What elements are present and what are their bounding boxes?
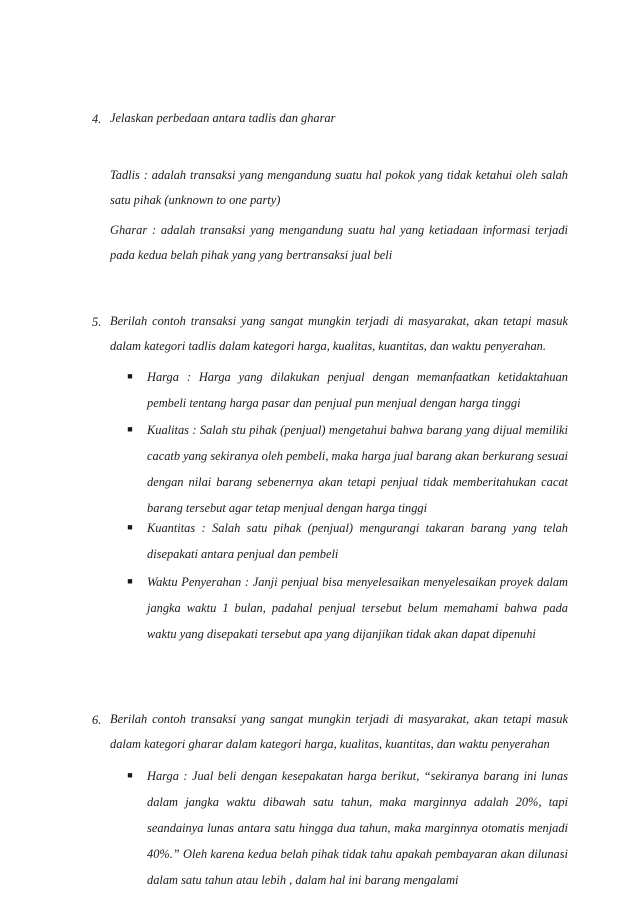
question-5-number: 5. [92, 315, 102, 329]
q5-bullet-harga: Harga : Harga yang dilakukan penjual dengan memanfaatkan ketidaktahuan pembeli tentang harga pasar dan penjual pun menjual dengan harga tinggi [147, 370, 568, 410]
square-bullet-icon: ■ [127, 770, 133, 780]
question-6-number: 6. [92, 713, 102, 727]
square-bullet-icon: ■ [127, 522, 133, 532]
square-bullet-icon: ■ [127, 371, 133, 381]
square-bullet-icon: ■ [127, 424, 133, 434]
question-4-number: 4. [92, 112, 102, 126]
gharar-definition: Gharar : adalah transaksi yang mengandung suatu hal yang ketiadaan informasi terjadi pada kedua belah pihak yang yang bertransaksi jual beli [110, 223, 568, 262]
question-6-text: Berilah contoh transaksi yang sangat mungkin terjadi di masyarakat, akan tetapi masuk dalam kategori gharar dalam kategori harga, kualitas, kuantitas, dan waktu penyerahan [110, 712, 568, 751]
question-4-text: Jelaskan perbedaan antara tadlis dan gharar [110, 111, 336, 125]
q5-bullet-kualitas: Kualitas : Salah stu pihak (penjual) mengetahui bahwa barang yang dijual memiliki cacatb yang sekiranya oleh pembeli, maka harga jual barang akan berkurang sesuai dengan nilai barang sebenernya akan tetapi penjual tidak memberitahukan cacat barang tersebut agar tetap menjual dengan harga tinggi [147, 423, 568, 515]
tadlis-definition: Tadlis : adalah transaksi yang mengandung suatu hal pokok yang tidak ketahui oleh salah satu pihak (unknown to one party) [110, 168, 568, 207]
square-bullet-icon: ■ [127, 576, 133, 586]
q5-bullet-waktu-penyerahan: Waktu Penyerahan : Janji penjual bisa menyelesaikan menyelesaikan proyek dalam jangka waktu 1 bulan, padahal penjual tersebut belum memahami bahwa pada waktu yang disepakati tersebut apa yang dijanjikan tidak akan dapat dipenuhi [147, 575, 568, 641]
q5-bullet-kuantitas: Kuantitas : Salah satu pihak (penjual) mengurangi takaran barang yang telah disepakati antara penjual dan pembeli [147, 521, 568, 561]
q6-bullet-harga: Harga : Jual beli dengan kesepakatan harga berikut, “sekiranya barang ini lunas dalam jangka waktu dibawah satu tahun, maka marginnya adalah 20%, tapi seandainya lunas antara satu hingga dua tahun, maka marginnya otomatis menjadi 40%.” Oleh karena kedua belah pihak tidak tahu apakah pembayaran akan dilunasi dalam satu tahun atau lebih , dalam hal ini barang mengalami [147, 769, 568, 887]
question-5-text: Berilah contoh transaksi yang sangat mungkin terjadi di masyarakat, akan tetapi masuk dalam kategori tadlis dalam kategori harga, kualitas, kuantitas, dan waktu penyerahan. [110, 314, 568, 353]
